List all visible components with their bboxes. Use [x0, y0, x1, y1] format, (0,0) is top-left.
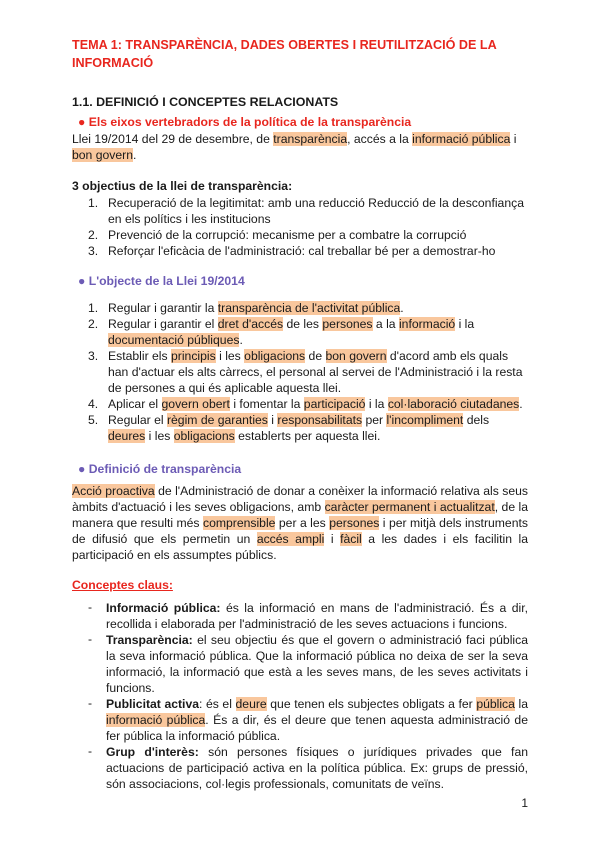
highlight: pública — [476, 697, 515, 711]
list-item: 1. Recuperació de la legitimitat: amb una reducció Reducció de la desconfiança — [88, 196, 524, 210]
highlight: caràcter permanent i actualitzat — [324, 500, 495, 514]
highlight: accés ampli — [256, 532, 325, 546]
definicio-heading: ● Definició de transparència — [78, 462, 242, 476]
highlight: comprensible — [202, 516, 276, 530]
list-item: 4. Aplicar el govern obert i fomentar la participació i la col·laboració ciutadanes. — [88, 397, 523, 411]
highlight: deure — [235, 697, 267, 711]
document-title — [72, 36, 532, 72]
list-item: 5. Regular el règim de garanties i responsabilitats per l'incompliment dels — [88, 413, 490, 427]
eixos-paragraph-line-2: bon govern. — [72, 148, 137, 162]
highlight: informació — [398, 317, 456, 331]
eixos-heading: ● Els eixos vertebradors de la política de la transparència — [78, 115, 412, 129]
objectius-list — [88, 195, 524, 259]
highlight: obligacions — [173, 429, 235, 443]
page-number: 1 — [521, 796, 528, 810]
eixos-paragraph-line-1: Llei 19/2014 del 29 de desembre, de transparència, accés a la informació pública i — [72, 132, 517, 146]
dash-bullet: - — [88, 696, 93, 710]
highlight: informació pública — [106, 713, 206, 727]
highlight: bon govern — [72, 148, 133, 162]
highlight: participació — [303, 397, 366, 411]
paragraph-line: de difusió que els permetin un accés ampli i fàcil a les dades i els facilitin la — [72, 532, 528, 546]
highlight: transparència de l'activitat pública — [217, 301, 401, 315]
highlight: persones — [322, 317, 373, 331]
highlight: informació pública — [412, 132, 511, 146]
objectius-heading: 3 objectius de la llei de transparència: — [72, 179, 293, 193]
list-item-continuation: de persones a qui és aplicable aquesta llei. — [108, 381, 342, 395]
highlight: govern obert — [161, 397, 230, 411]
list-item: 3. Establir els principis i les obligacions de bon govern d'acord amb els quals — [88, 349, 509, 363]
list-item-continuation: han d'actuar els alts càrrecs, el personal al servei de l'Administració i la resta — [108, 365, 523, 379]
highlight: dret d'accés — [217, 317, 284, 331]
highlight: l'incompliment — [386, 413, 464, 427]
list-item-continuation: en els polítics i les institucions — [108, 212, 271, 226]
highlight: bon govern — [325, 349, 387, 363]
list-item-continuation: documentació públiques. — [108, 333, 243, 347]
highlight: responsabilitats — [277, 413, 363, 427]
objecte-list — [88, 300, 528, 444]
concept-item: - Informació pública: és la informació en mans de l'administració. És a dir, recollida i elaborada per l'administració de les seves actuacions i funcions. — [88, 600, 528, 631]
objecte-heading: ● L'objecte de la Llei 19/2014 — [78, 274, 245, 288]
highlight: documentació públiques — [108, 333, 240, 347]
highlight: principis — [171, 349, 216, 363]
dash-bullet: - — [88, 600, 93, 614]
list-item: 2. Regular i garantir el dret d'accés de les persones a la informació i la — [88, 317, 475, 331]
title-line-2: INFORMACIÓ — [72, 56, 154, 70]
dash-bullet: - — [88, 744, 93, 758]
definicio-paragraph — [72, 483, 528, 563]
highlight: persones — [329, 516, 380, 530]
paragraph-line: àmbits d'actuació i les seves obligacions, amb caràcter permanent i actualitzat, de la — [72, 500, 529, 514]
section-heading: 1.1. DEFINICIÓ I CONCEPTES RELACIONATS — [72, 95, 339, 109]
dash-bullet: - — [88, 632, 93, 646]
highlight: col·laboració ciutadanes — [387, 397, 520, 411]
concept-item: - Transparència: el seu objectiu és que el govern o administració faci pública la seva informació pública. Que la informació pública no deixa de ser la seva informació, la informació que està a les seves mans, de les seves activitats i funcions. — [88, 632, 528, 695]
title-line-1: TEMA 1: TRANSPARÈNCIA, DADES OBERTES I REUTILITZACIÓ DE LA — [72, 38, 497, 52]
highlight: Acció proactiva — [72, 484, 155, 498]
paragraph-line: participació en els assumptes públics. — [72, 548, 277, 562]
highlight: deures — [108, 429, 146, 443]
list-item: 2. Prevenció de la corrupció: mecanisme per a combatre la corrupció — [88, 228, 467, 242]
highlight: règim de garanties — [166, 413, 268, 427]
paragraph-line: manera que resulti més comprensible per a les persones i per mitjà dels instruments — [72, 516, 528, 530]
list-item: 3. Reforçar l'eficàcia de l'administració: cal treballar bé per a demostrar-ho — [88, 244, 496, 258]
highlight: fàcil — [340, 532, 362, 546]
concept-item: - Grup d'interès: són persones físiques o jurídiques privades que fan actuacions de participació activa en la política pública. Ex: grups de pressió, són associacions, col·legis professionals, comunitats de veïns. — [88, 744, 528, 791]
concept-item: - Publicitat activa: és el deure que tenen els subjectes obligats a fer pública la informació pública. És a dir, és el deure que tenen aquesta administració de fer pública la informació pública. — [88, 696, 529, 743]
paragraph-line: Acció proactiva de l'Administració de donar a conèixer la informació relativa als seus — [72, 484, 529, 498]
highlight: transparència — [273, 132, 348, 146]
conceptes-heading: Conceptes claus: — [72, 578, 173, 592]
highlight: obligacions — [244, 349, 306, 363]
list-item: 1. Regular i garantir la transparència de l'activitat pública. — [88, 301, 404, 315]
conceptes-list — [88, 600, 528, 792]
list-item-continuation: deures i les obligacions establerts per aquesta llei. — [108, 429, 381, 443]
